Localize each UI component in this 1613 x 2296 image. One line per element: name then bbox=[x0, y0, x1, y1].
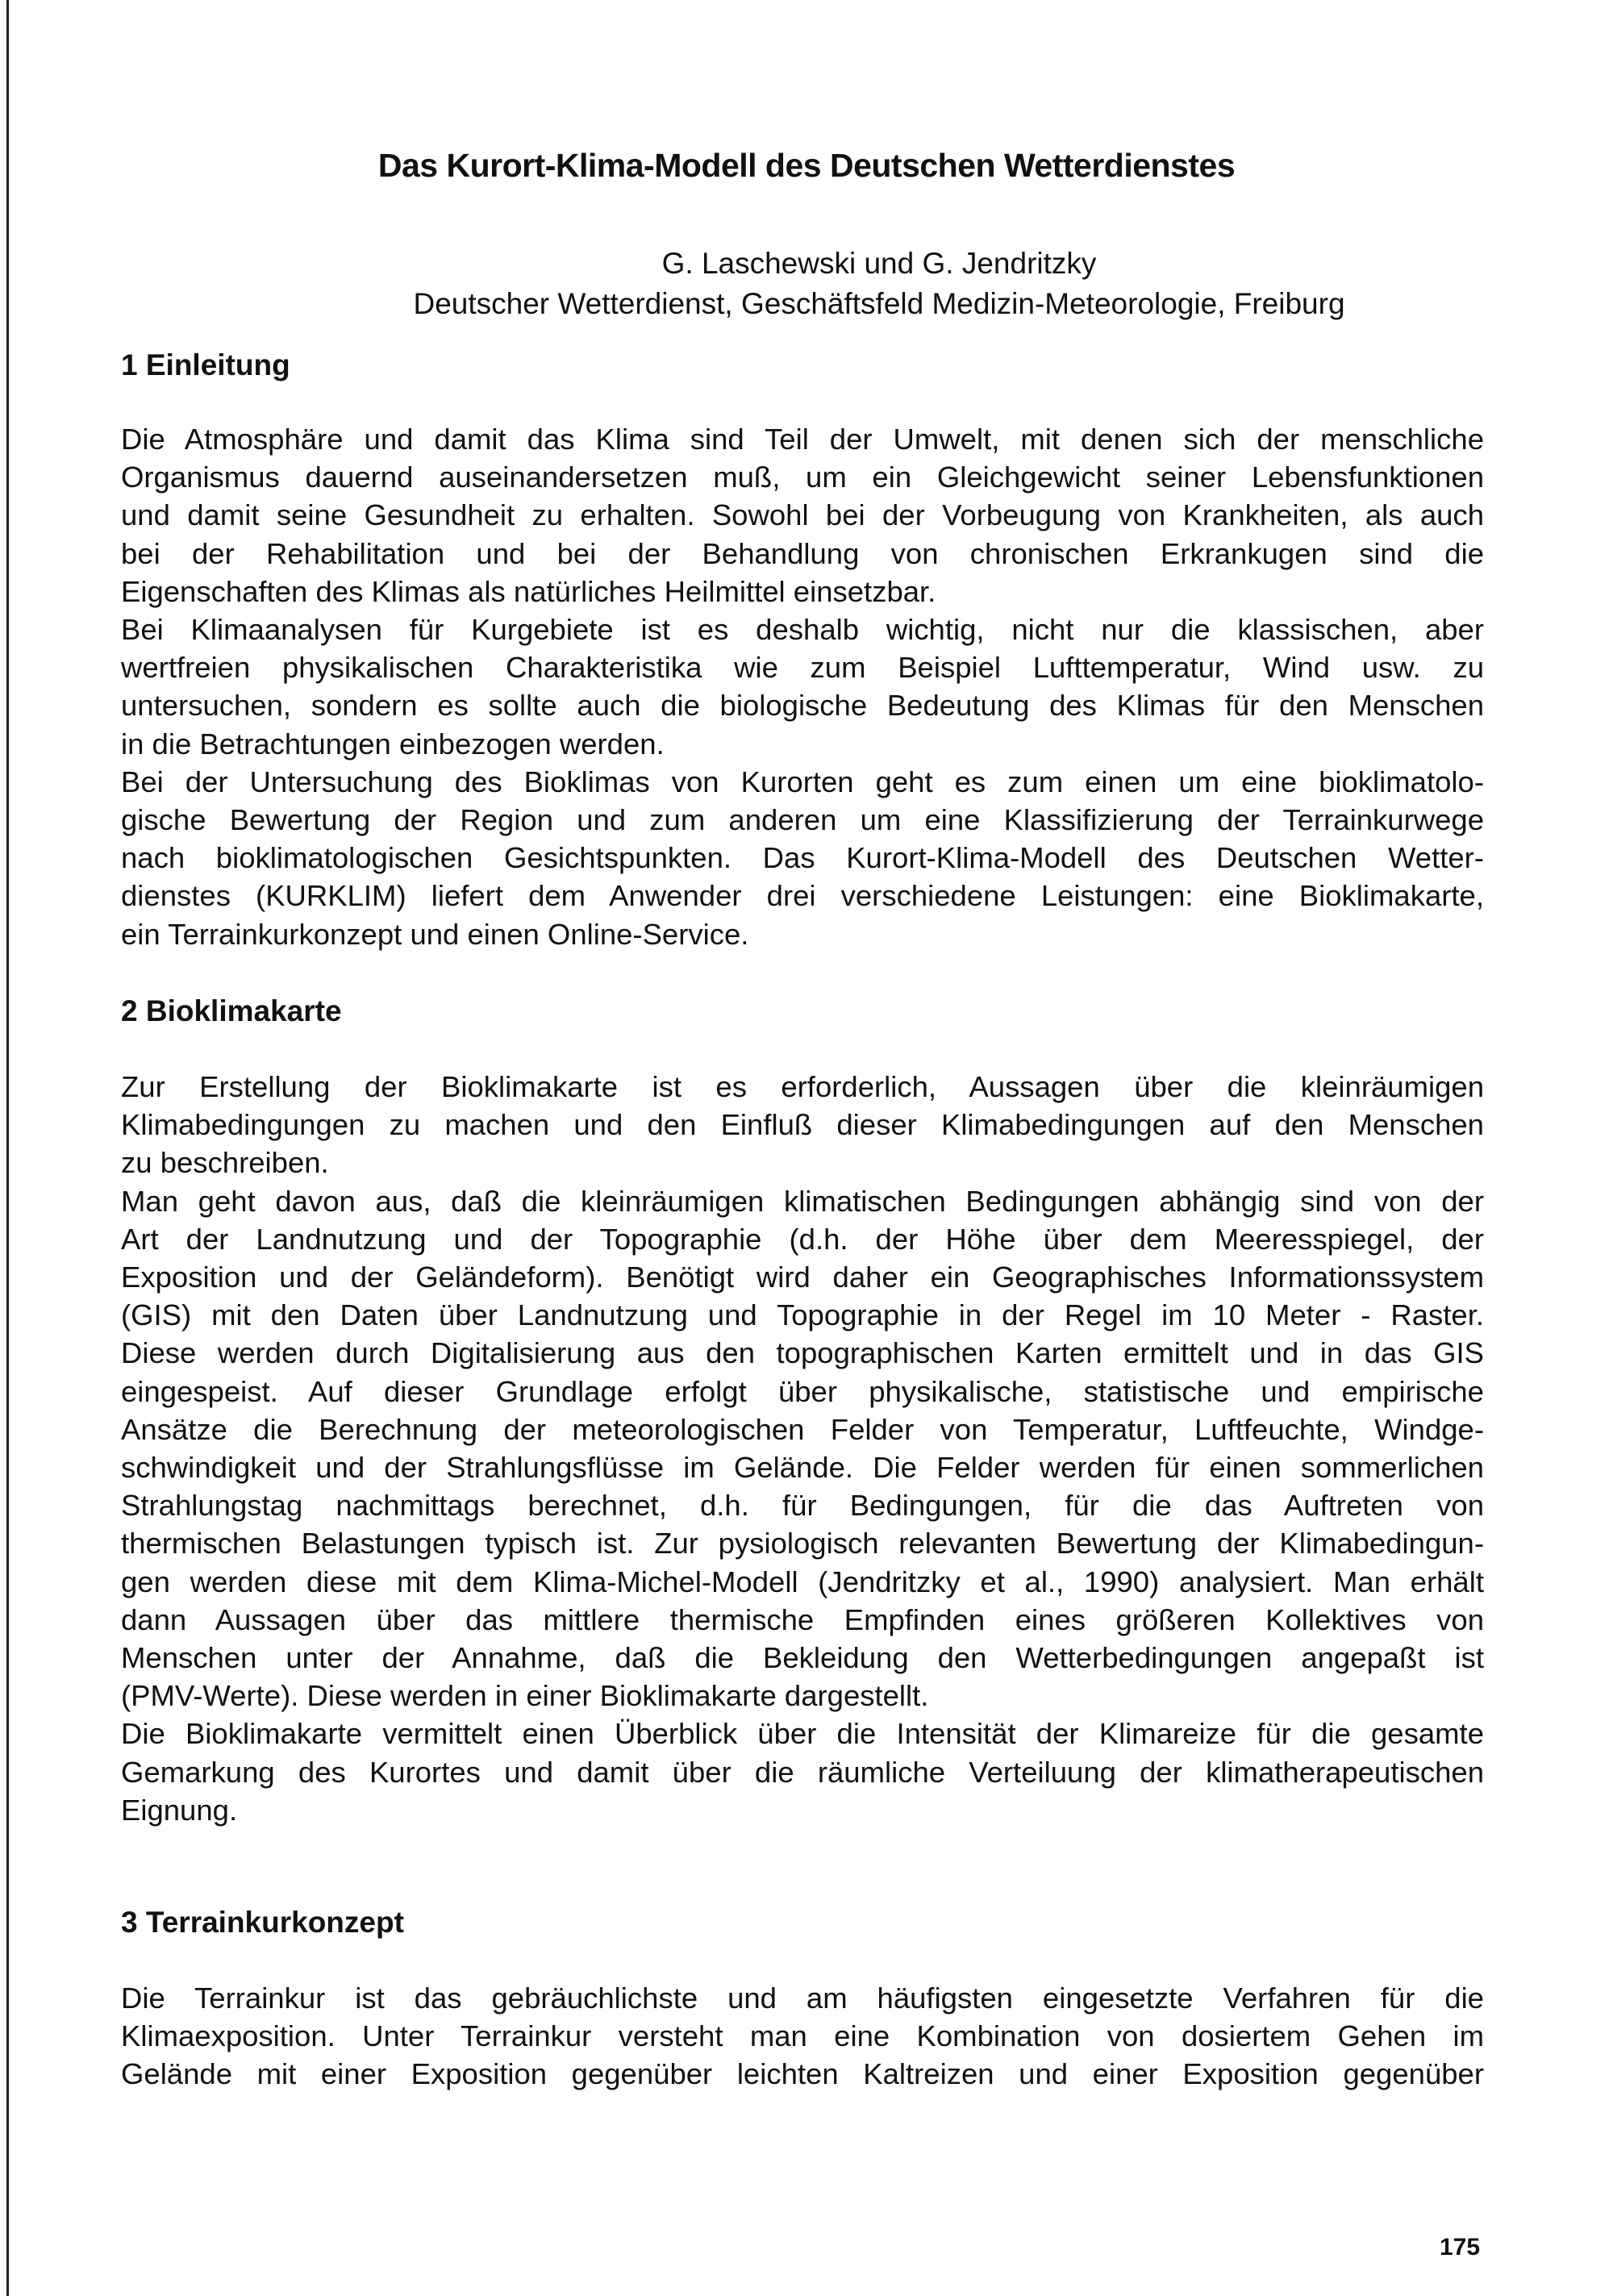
text-line: Zur Erstellung der Bioklimakarte ist es erforderlich, Aussagen über die kleinräumigen bbox=[121, 1070, 1484, 1103]
affiliation: Deutscher Wetterdienst, Geschäftsfeld Medizin-Meteorologie, Freiburg bbox=[413, 287, 1345, 320]
text-line: schwindigkeit und der Strahlungsflüsse im Gelände. Die Felder werden für einen sommerlichen bbox=[121, 1451, 1484, 1485]
section-body bbox=[121, 1979, 1484, 2094]
text-line: zu beschreiben. bbox=[121, 1146, 329, 1180]
page-number: 175 bbox=[1440, 2234, 1481, 2261]
section-heading-bioklimakarte: 2 Bioklimakarte bbox=[121, 994, 342, 1027]
text-line: Menschen unter der Annahme, daß die Bekleidung den Wetterbedingungen angepaßt ist bbox=[121, 1641, 1484, 1675]
section-heading-einleitung: 1 Einleitung bbox=[121, 348, 290, 381]
text-line: gen werden diese mit dem Klima-Michel-Modell (Jendritzky et al., 1990) analysiert. Man erhält bbox=[121, 1565, 1484, 1598]
authors: G. Laschewski und G. Jendritzky bbox=[661, 247, 1097, 280]
text-line: dann Aussagen über das mittlere thermische Empfinden eines größeren Kollektives von bbox=[121, 1602, 1484, 1636]
text-line: dienstes (KURKLIM) liefert dem Anwender drei verschiedene Leistungen: eine Bioklimakarte, bbox=[121, 879, 1484, 913]
text-line: Gemarkung des Kurortes und damit über die räumliche Verteiluung der klimatherapeutischen bbox=[121, 1755, 1484, 1789]
text-line: Gelände mit einer Exposition gegenüber leichten Kaltreizen und einer Exposition gegenüber bbox=[121, 2057, 1484, 2091]
text-line: Strahlungstag nachmittags berechnet, d.h. für Bedingungen, für die das Auftreten von bbox=[121, 1489, 1484, 1523]
text-line: wertfreien physikalischen Charakteristika wie zum Beispiel Lufttemperatur, Wind usw. zu bbox=[121, 651, 1484, 685]
text-line: Organismus dauernd auseinandersetzen muß, um ein Gleichgewicht seiner Lebensfunktionen bbox=[121, 460, 1484, 494]
text-line: Diese werden durch Digitalisierung aus den topographischen Karten ermittelt und in das GIS bbox=[121, 1336, 1484, 1370]
text-line: in die Betrachtungen einbezogen werden. bbox=[121, 727, 665, 760]
text-line: Eigenschaften des Klimas als natürliches Heilmittel einsetzbar. bbox=[121, 574, 936, 608]
text-line: Ansätze die Berechnung der meteorologischen Felder von Temperatur, Luftfeuchte, Windge- bbox=[121, 1412, 1484, 1446]
text-line: Man geht davon aus, daß die kleinräumigen klimatischen Bedingungen abhängig sind von der bbox=[121, 1184, 1484, 1218]
section-heading-terrainkurkonzept: 3 Terrainkurkonzept bbox=[121, 1906, 404, 1939]
author-block bbox=[0, 244, 1613, 324]
text-line: untersuchen, sondern es sollte auch die biologische Bedeutung des Klimas für den Menschen bbox=[121, 689, 1484, 723]
text-line: gische Bewertung der Region und zum anderen um eine Klassifizierung der Terrainkurwege bbox=[121, 803, 1484, 837]
scan-border-line bbox=[6, 0, 9, 2296]
text-line: Klimaexposition. Unter Terrainkur versteht man eine Kombination von dosiertem Gehen im bbox=[121, 2019, 1484, 2053]
text-line: bei der Rehabilitation und bei der Behandlung von chronischen Erkrankugen sind die bbox=[121, 536, 1484, 570]
text-line: Die Terrainkur ist das gebräuchlichste und am häufigsten eingesetzte Verfahren für die bbox=[121, 1981, 1484, 2015]
text-line: (GIS) mit den Daten über Landnutzung und Topographie in der Regel im 10 Meter - Raster. bbox=[121, 1298, 1484, 1332]
text-line: (PMV-Werte). Diese werden in einer Bioklimakarte dargestellt. bbox=[121, 1679, 929, 1713]
text-line: thermischen Belastungen typisch ist. Zur pysiologisch relevanten Bewertung der Klimabedingun- bbox=[121, 1527, 1484, 1561]
text-line: ein Terrainkurkonzept und einen Online-Service. bbox=[121, 917, 749, 951]
section-body bbox=[121, 1068, 1484, 1829]
text-line: und damit seine Gesundheit zu erhalten. Sowohl bei der Vorbeugung von Krankheiten, als auch bbox=[121, 498, 1484, 532]
text-line: Eignung. bbox=[121, 1793, 238, 1827]
text-line: Die Bioklimakarte vermittelt einen Überblick über die Intensität der Klimareize für die gesamte bbox=[121, 1717, 1484, 1751]
section-body bbox=[121, 420, 1484, 953]
text-line: Klimabedingungen zu machen und den Einfluß dieser Klimabedingungen auf den Menschen bbox=[121, 1108, 1484, 1142]
page-title: Das Kurort-Klima-Modell des Deutschen Wetterdienstes bbox=[377, 147, 1236, 184]
text-line: Exposition und der Geländeform). Benötigt wird daher ein Geographisches Informationssystem bbox=[121, 1261, 1484, 1294]
text-line: nach bioklimatologischen Gesichtspunkten. Das Kurort-Klima-Modell des Deutschen Wetter- bbox=[121, 841, 1484, 875]
text-line: Bei der Untersuchung des Bioklimas von Kurorten geht es zum einen um eine bioklimatolo- bbox=[121, 765, 1484, 798]
text-line: Art der Landnutzung und der Topographie (d.h. der Höhe über dem Meeresspiegel, der bbox=[121, 1222, 1484, 1256]
text-line: eingespeist. Auf dieser Grundlage erfolgt über physikalische, statistische und empirische bbox=[121, 1374, 1484, 1408]
text-line: Die Atmosphäre und damit das Klima sind Teil der Umwelt, mit denen sich der menschliche bbox=[121, 423, 1484, 456]
text-line: Bei Klimaanalysen für Kurgebiete ist es deshalb wichtig, nicht nur die klassischen, aber bbox=[121, 613, 1484, 647]
